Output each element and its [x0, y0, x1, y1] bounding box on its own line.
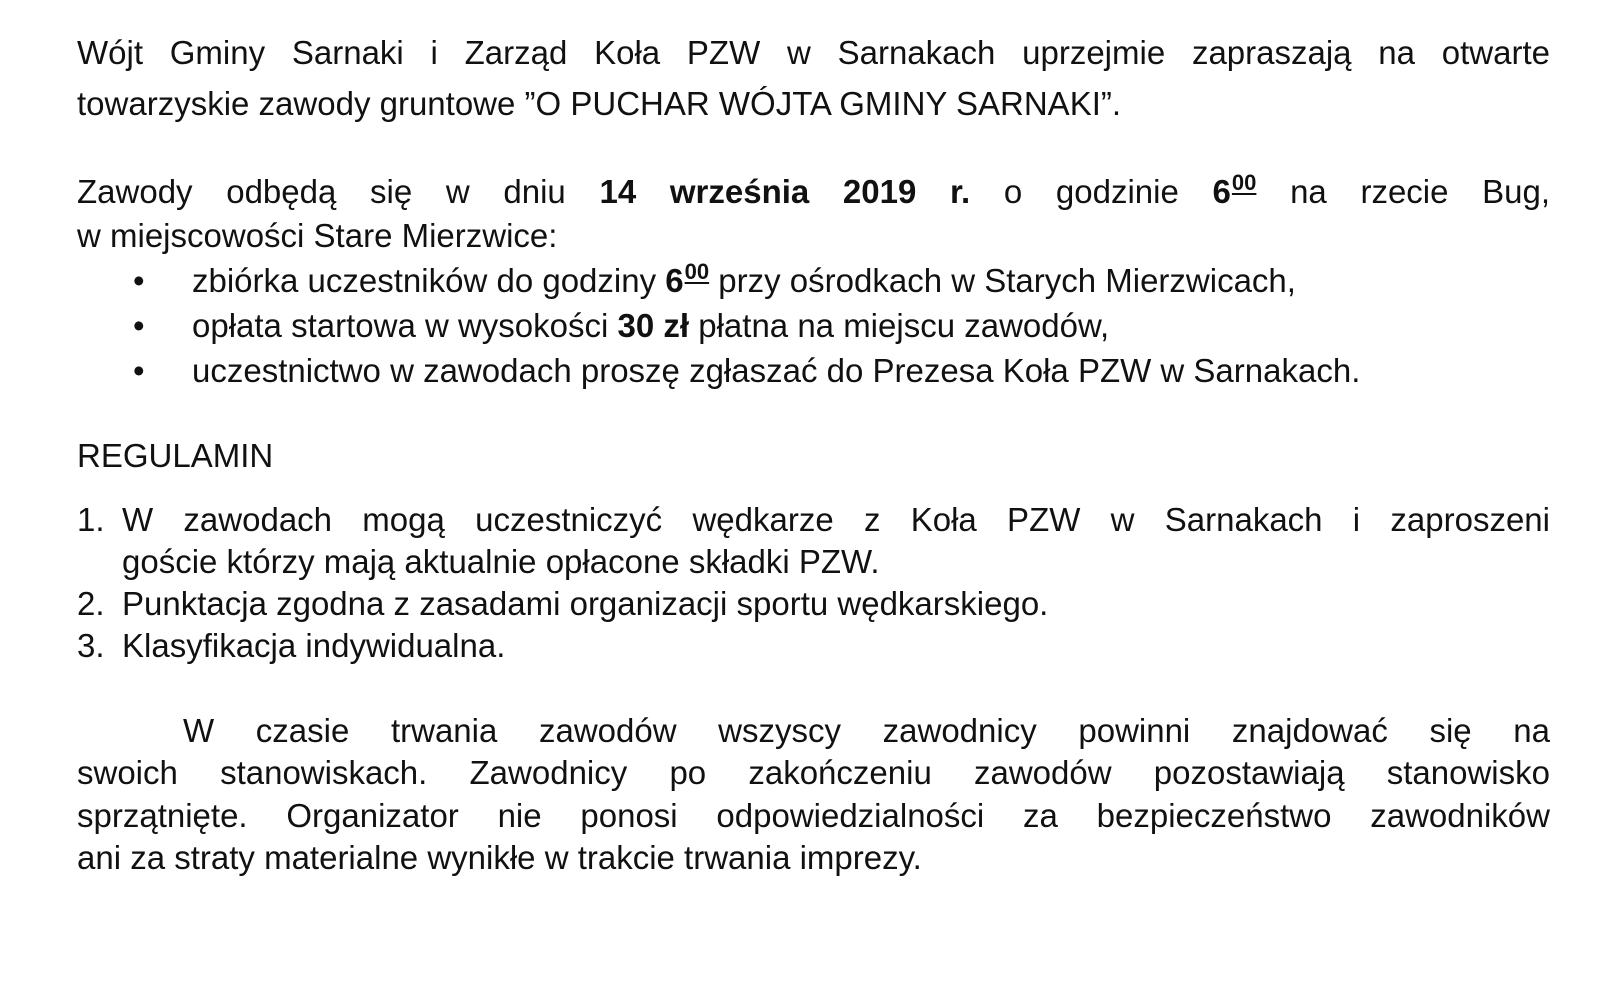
bullet-1-post: przy ośrodkach w Starych Mierzwicach, [718, 262, 1296, 299]
bullet-1-pre: zbiórka uczestników do godziny [192, 262, 657, 299]
bullet-1-minutes: 00 [684, 259, 710, 284]
bullet-symbol: • [133, 262, 145, 299]
event-date: 14 września 2019 r. [599, 173, 971, 210]
rule-number: 3. [77, 627, 105, 664]
closing-line-2: swoich stanowiskach. Zawodnicy po zakończeniu zawodów pozostawiają stanowisko [77, 754, 1550, 791]
regulamin-heading: REGULAMIN [77, 437, 274, 474]
event-suffix: na rzecie Bug, [1290, 173, 1551, 210]
bullet-symbol: • [133, 352, 145, 389]
event-mid: o godzinie [1003, 173, 1179, 210]
closing-line-3: sprzątnięte. Organizator nie ponosi odpowiedzialności za bezpieczeństwo zawodników [77, 797, 1550, 834]
rule-number: 1. [77, 501, 105, 538]
rule-number: 2. [77, 585, 105, 622]
bullet-text: uczestnictwo w zawodach proszę zgłaszać do Prezesa Koła PZW w Sarnakach. [192, 352, 1361, 389]
closing-line-4: ani za straty materialne wynikłe w trakcie trwania imprezy. [77, 839, 922, 876]
bullet-2-pre: opłata startowa w wysokości [192, 307, 609, 344]
bullet-2-post: płatna na miejscu zawodów, [698, 307, 1110, 344]
event-minutes: 00 [1231, 170, 1257, 195]
bullet-symbol: • [133, 307, 145, 344]
rule-text: Punktacja zgodna z zasadami organizacji sportu wędkarskiego. [122, 585, 1049, 622]
closing-line-1: W czasie trwania zawodów wszyscy zawodnicy powinni znajdować się na [183, 712, 1550, 749]
event-prefix: Zawody odbędą się w dniu [77, 173, 566, 210]
bullet-2-amount: 30 zł [617, 307, 690, 344]
event-line-1 [77, 172, 1550, 216]
intro-line-2: towarzyskie zawody gruntowe ”O PUCHAR WÓJTA GMINY SARNAKI”. [77, 85, 1122, 122]
bullet-1-hour: 6 [665, 262, 684, 299]
rule-text-line-2: goście którzy mają aktualnie opłacone składki PZW. [122, 543, 880, 580]
event-hour: 6 [1212, 173, 1231, 210]
bullet-text [192, 261, 1296, 305]
rule-text-line-1: W zawodach mogą uczestniczyć wędkarze z Koła PZW w Sarnakach i zaproszeni [122, 501, 1550, 538]
event-line-2: w miejscowości Stare Mierzwice: [77, 217, 558, 254]
rule-text: Klasyfikacja indywidualna. [122, 627, 506, 664]
bullet-text [192, 306, 1109, 346]
intro-line-1: Wójt Gminy Sarnaki i Zarząd Koła PZW w Sarnakach uprzejmie zapraszają na otwarte [77, 34, 1550, 71]
